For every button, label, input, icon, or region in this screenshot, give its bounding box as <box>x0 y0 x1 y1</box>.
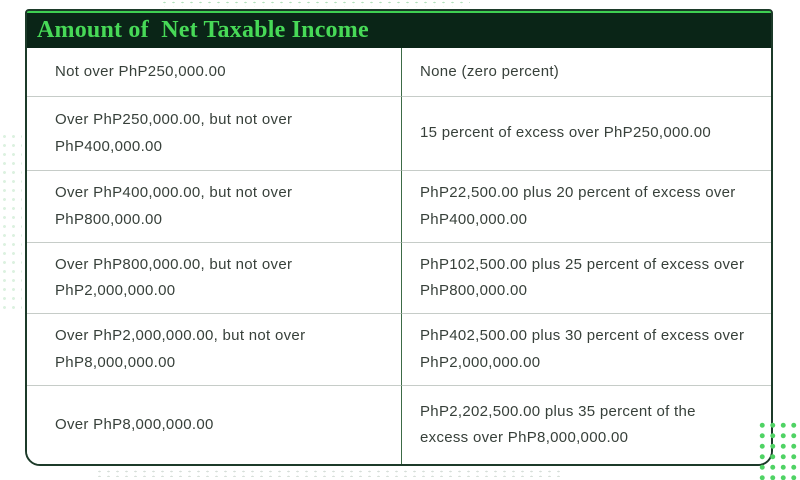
page-title: Amount of Net Taxable Income <box>37 17 369 43</box>
table-row-income: Over PhP400,000.00, but not over PhP800,000.00 <box>27 170 402 242</box>
table-row-rate: None (zero percent) <box>402 48 771 96</box>
table-header <box>27 11 771 48</box>
dot-pattern-left <box>0 132 22 312</box>
table-row-rate: PhP2,202,500.00 plus 35 percent of the excess over PhP8,000,000.00 <box>402 385 771 464</box>
dot-pattern-bottom <box>95 469 565 477</box>
dot-pattern-bottom-right <box>755 418 800 480</box>
table-row-income: Over PhP2,000,000.00, but not over PhP8,000,000.00 <box>27 313 402 385</box>
table-row-income: Over PhP8,000,000.00 <box>27 385 402 464</box>
table-row-rate: PhP402,500.00 plus 30 percent of excess over PhP2,000,000.00 <box>402 313 771 385</box>
table-row-rate: 15 percent of excess over PhP250,000.00 <box>402 96 771 170</box>
table-row-rate: PhP102,500.00 plus 25 percent of excess over PhP800,000.00 <box>402 242 771 313</box>
table-row-income: Not over PhP250,000.00 <box>27 48 402 96</box>
dot-pattern-top <box>160 0 470 7</box>
table-row-income: Over PhP250,000.00, but not over PhP400,000.00 <box>27 96 402 170</box>
table-row-income: Over PhP800,000.00, but not over PhP2,000,000.00 <box>27 242 402 313</box>
tax-table <box>27 48 771 464</box>
tax-table-card <box>25 9 773 466</box>
table-row-rate: PhP22,500.00 plus 20 percent of excess over PhP400,000.00 <box>402 170 771 242</box>
